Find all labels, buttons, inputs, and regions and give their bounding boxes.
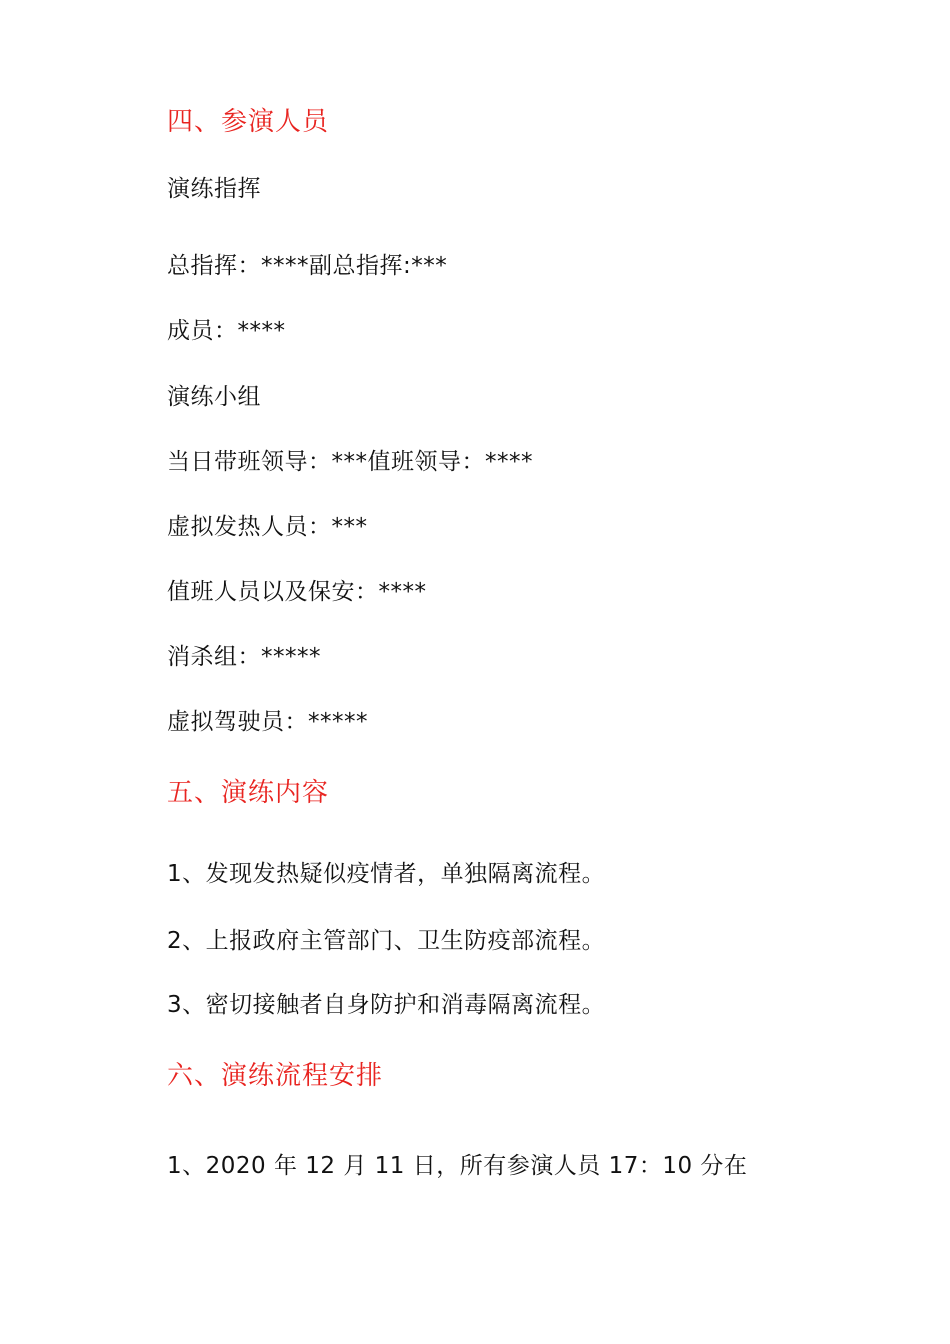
content-item-1: 1、发现发热疑似疫情者，单独隔离流程。 — [167, 861, 606, 887]
section-heading-drill-content: 五、演练内容 — [167, 778, 330, 808]
commander-line: 总指挥：****副总指挥:*** — [167, 253, 448, 279]
simulated-driver-line: 虚拟驾驶员：***** — [167, 709, 368, 735]
members-line: 成员：**** — [167, 318, 286, 344]
section-heading-drill-schedule: 六、演练流程安排 — [167, 1061, 384, 1091]
content-item-3: 3、密切接触者自身防护和消毒隔离流程。 — [167, 992, 606, 1018]
drill-command-label: 演练指挥 — [167, 176, 261, 202]
duty-staff-security-line: 值班人员以及保安：**** — [167, 579, 427, 605]
simulated-fever-person-line: 虚拟发热人员：*** — [167, 514, 368, 540]
schedule-item-1: 1、2020 年 12 月 11 日，所有参演人员 17：10 分在 — [167, 1153, 748, 1179]
content-item-2: 2、上报政府主管部门、卫生防疫部流程。 — [167, 928, 606, 954]
disinfection-group-line: 消杀组：***** — [167, 644, 321, 670]
section-heading-personnel: 四、参演人员 — [167, 107, 330, 137]
duty-leader-line: 当日带班领导：***值班领导：**** — [167, 449, 533, 475]
drill-group-label: 演练小组 — [167, 384, 261, 410]
